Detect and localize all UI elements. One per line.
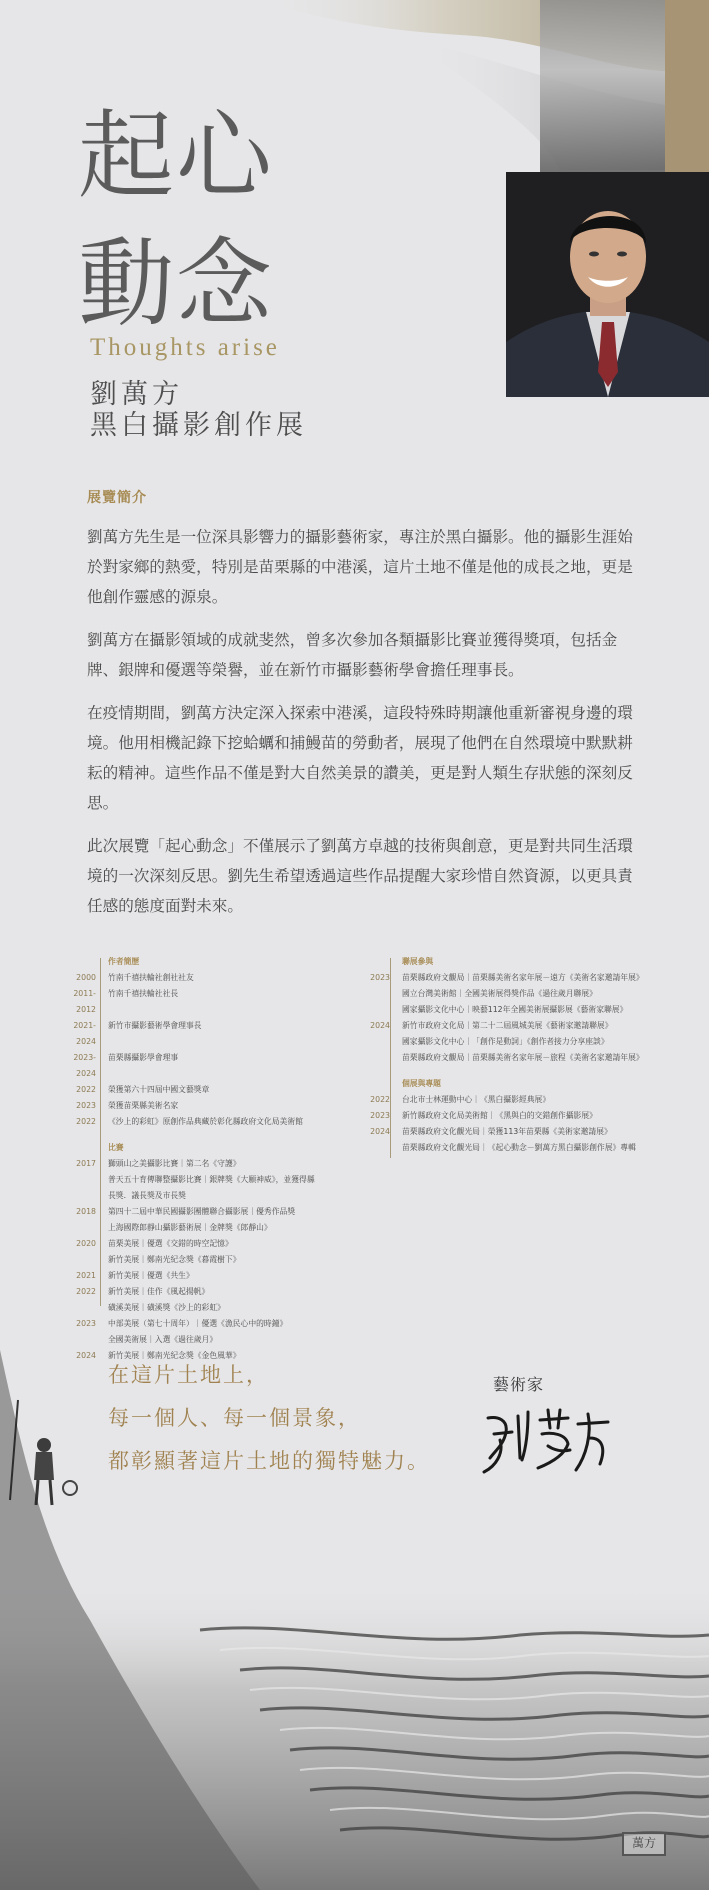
cv-row [352, 1034, 652, 1050]
cv-year: 2023 [370, 1111, 390, 1120]
cv-awards-heading: 比賽 [108, 1143, 124, 1152]
seal-stamp: 萬方 [622, 1832, 666, 1856]
exhibition-title [78, 92, 274, 348]
cv-entry: 榮獲苗栗縣美術名家 [108, 1101, 179, 1110]
cv-row [352, 1050, 652, 1066]
cv-year: 2011-2012 [73, 989, 96, 1014]
cv-entry: 國家攝影文化中心｜映藝112年全國美術展攝影展《藝術家聯展》 [402, 1005, 628, 1014]
cv-entry: 竹南千禧扶輪社社長 [108, 989, 179, 998]
cv-row [352, 1140, 652, 1156]
cv-year [352, 1002, 390, 1018]
cv-entry: 台北市士林運動中心｜《黑白攝影經典展》 [402, 1095, 551, 1104]
cv-row [352, 970, 652, 986]
title-line-2: 動念 [78, 228, 274, 340]
cv-row [352, 1108, 652, 1124]
cv-year: 2024 [370, 1127, 390, 1136]
cv-entry: 全國美術展｜入選《過往歲月》 [108, 1335, 218, 1344]
english-title: Thoughts arise [90, 334, 280, 361]
cv-year: 2022 [76, 1085, 96, 1094]
cv-invited-heading: 聯展參與 [402, 957, 434, 966]
cv-year: 2023-2024 [73, 1053, 96, 1078]
cv-row [58, 1268, 358, 1284]
cv-year: 2024 [76, 1351, 96, 1360]
cv-profile-heading: 作者簡歷 [108, 957, 140, 966]
cv-row [58, 1050, 358, 1082]
cv-year: 2018 [76, 1207, 96, 1216]
cv-entry: 長獎．議長獎及市長獎 [108, 1191, 186, 1200]
intro-label: 展覽簡介 [87, 490, 147, 506]
cv-row [58, 986, 358, 1018]
cv-entry: 新竹美展｜優選《共生》 [108, 1271, 194, 1280]
intro-paragraph: 劉萬方先生是一位深具影響力的攝影藝術家，專注於黑白攝影。他的攝影生涯始於對家鄉的熱愛，特別是苗栗縣的中港溪，這片土地不僅是他的成長之地，更是他創作靈感的源泉。 [87, 528, 633, 606]
cv-year: 2024 [370, 1021, 390, 1030]
cv-entry: 普天五十育傳聯整攝影比賽｜銀牌獎《大願神威》，並獲得縣 [108, 1175, 315, 1184]
cv-year: 2022 [76, 1117, 96, 1126]
cv-entry: 國立台灣美術館｜全國美術展得獎作品《過往歲月聯展》 [402, 989, 597, 998]
cv-entry: 苗栗縣攝影學會理事 [108, 1053, 179, 1062]
artist-name: 劉萬方 [90, 379, 183, 410]
cv-entry: 第四十二屆中華民國攝影團體聯合攝影展｜優秀作品獎 [108, 1207, 296, 1216]
cv-solo-list [352, 1092, 652, 1156]
cv-row [58, 1252, 358, 1268]
cv-year [352, 986, 390, 1002]
cv-profile-list [58, 970, 358, 1130]
gold-accent-bar [665, 0, 709, 175]
cv-entry: 磺溪美展｜磺溪獎《沙上的彩虹》 [108, 1303, 225, 1312]
cv-entry: 新竹市攝影藝術學會理事長 [108, 1021, 202, 1030]
cv-entry: 苗栗縣政府文化觀光局｜《起心動念－劉萬方黑白攝影創作展》專輯 [402, 1143, 636, 1152]
cv-year [58, 1188, 96, 1204]
cv-row [352, 1124, 652, 1140]
cv-entry: 《沙上的彩虹》原創作品典藏於彰化縣政府文化局美術館 [108, 1117, 303, 1126]
cv-row [58, 1236, 358, 1252]
quote [108, 1354, 430, 1483]
cv-entry: 新竹美展｜鄭南光紀念獎《金色風華》 [108, 1351, 241, 1360]
cv-invited-list [352, 970, 652, 1066]
cv-entry: 中部美展（第七十周年）｜優選《漁民心中的時鐘》 [108, 1319, 288, 1328]
title-line-1: 起心 [78, 100, 274, 212]
cv-year: 2022 [370, 1095, 390, 1104]
cv-solo-heading: 個展與專題 [402, 1079, 441, 1088]
cv-year: 2020 [76, 1239, 96, 1248]
cv-row [58, 1082, 358, 1098]
cv-row [58, 1114, 358, 1130]
artist-portrait [506, 172, 709, 397]
cv-year [352, 1034, 390, 1050]
cv-year: 2000 [76, 973, 96, 982]
artist-label: 藝術家 [493, 1375, 545, 1394]
quote-line: 每一個人、每一個景象， [108, 1406, 361, 1430]
cv-row [58, 1220, 358, 1236]
intro-paragraph: 在疫情期間，劉萬方決定深入探索中港溪，這段特殊時期讓他重新審視身邊的環境。他用相機記錄下挖蛤蠣和捕鰻苗的勞動者，展現了他們在自然環境中默默耕耘的精神。這些作品不僅是對大自然美景的讚美，更是對人類生存狀態的深刻反思。 [87, 704, 633, 812]
cv-entry: 上海國際郎靜山攝影藝術展｜金牌獎《郎靜山》 [108, 1223, 272, 1232]
cv-entry: 國家攝影文化中心｜「創作是動詞」《創作者接力分享座談》 [402, 1037, 609, 1046]
cv-year [58, 1172, 96, 1188]
cv-entry: 苗栗美展｜優選《交錯的時空記憶》 [108, 1239, 233, 1248]
quote-line: 在這片土地上， [108, 1363, 269, 1387]
cv-entry: 苗栗縣政府文觀局｜苗栗縣美術名家年展－遠方《美術名家邀請年展》 [402, 973, 644, 982]
cv-entry: 新竹美展｜佳作《風起揚帆》 [108, 1287, 210, 1296]
cv-year: 2023 [76, 1101, 96, 1110]
cv-entry: 竹南千禧扶輪社創社社友 [108, 973, 194, 982]
exhibition-subtitle: 黑白攝影創作展 [90, 410, 307, 441]
cv-year: 2022 [76, 1287, 96, 1296]
cv-row [58, 1098, 358, 1114]
artist-signature [478, 1398, 618, 1478]
ink-texture [540, 0, 670, 175]
cv-row [58, 1156, 358, 1172]
cv-year [352, 1050, 390, 1066]
cv-row [58, 1188, 358, 1204]
cv-row [58, 1204, 358, 1220]
intro-text [87, 522, 639, 934]
cv-entry: 新竹縣政府文化局美術館｜《黑與白的交錯創作攝影展》 [402, 1111, 597, 1120]
cv-entry: 新竹市政府文化局｜第二十二屆風城美展《藝術家邀請聯展》 [402, 1021, 613, 1030]
cv-entry: 新竹美展｜鄭南光紀念獎《暮霞樹下》 [108, 1255, 241, 1264]
cv-row [352, 986, 652, 1002]
cv-row [352, 1018, 652, 1034]
cv-entry: 苗栗縣政府文化觀光局｜榮獲113年苗栗縣《美術家邀請展》 [402, 1127, 612, 1136]
cv-year: 2021 [76, 1271, 96, 1280]
cv-year: 2017 [76, 1159, 96, 1168]
cv-year [352, 1140, 390, 1156]
cv-row [352, 1092, 652, 1108]
cv-year: 2023 [76, 1319, 96, 1328]
quote-line: 都彰顯著這片土地的獨特魅力。 [108, 1449, 430, 1473]
cv-right-column [352, 954, 652, 1156]
cv-row [58, 970, 358, 986]
cv-year [58, 1220, 96, 1236]
cv-row [58, 1172, 358, 1188]
cv-year: 2021-2024 [73, 1021, 96, 1046]
cv-row [58, 1018, 358, 1050]
intro-paragraph: 此次展覽「起心動念」不僅展示了劉萬方卓越的技術與創意，更是對共同生活環境的一次深刻反思。劉先生希望透過這些作品提醒大家珍惜自然資源，以更具責任感的態度面對未來。 [87, 837, 633, 915]
cv-entry: 獅頭山之美攝影比賽｜第二名《守護》 [108, 1159, 241, 1168]
cv-entry: 榮獲第六十四屆中國文藝獎章 [108, 1085, 210, 1094]
intro-paragraph: 劉萬方在攝影領域的成就斐然，曾多次參加各類攝影比賽並獲得獎項，包括金牌、銀牌和優選等榮譽，並在新竹市攝影藝術學會擔任理事長。 [87, 631, 618, 679]
cv-entry: 苗栗縣政府文觀局｜苗栗縣美術名家年展－旅程《美術名家邀請年展》 [402, 1053, 644, 1062]
cv-year: 2023 [370, 973, 390, 982]
cv-year [58, 1252, 96, 1268]
cv-row [352, 1002, 652, 1018]
